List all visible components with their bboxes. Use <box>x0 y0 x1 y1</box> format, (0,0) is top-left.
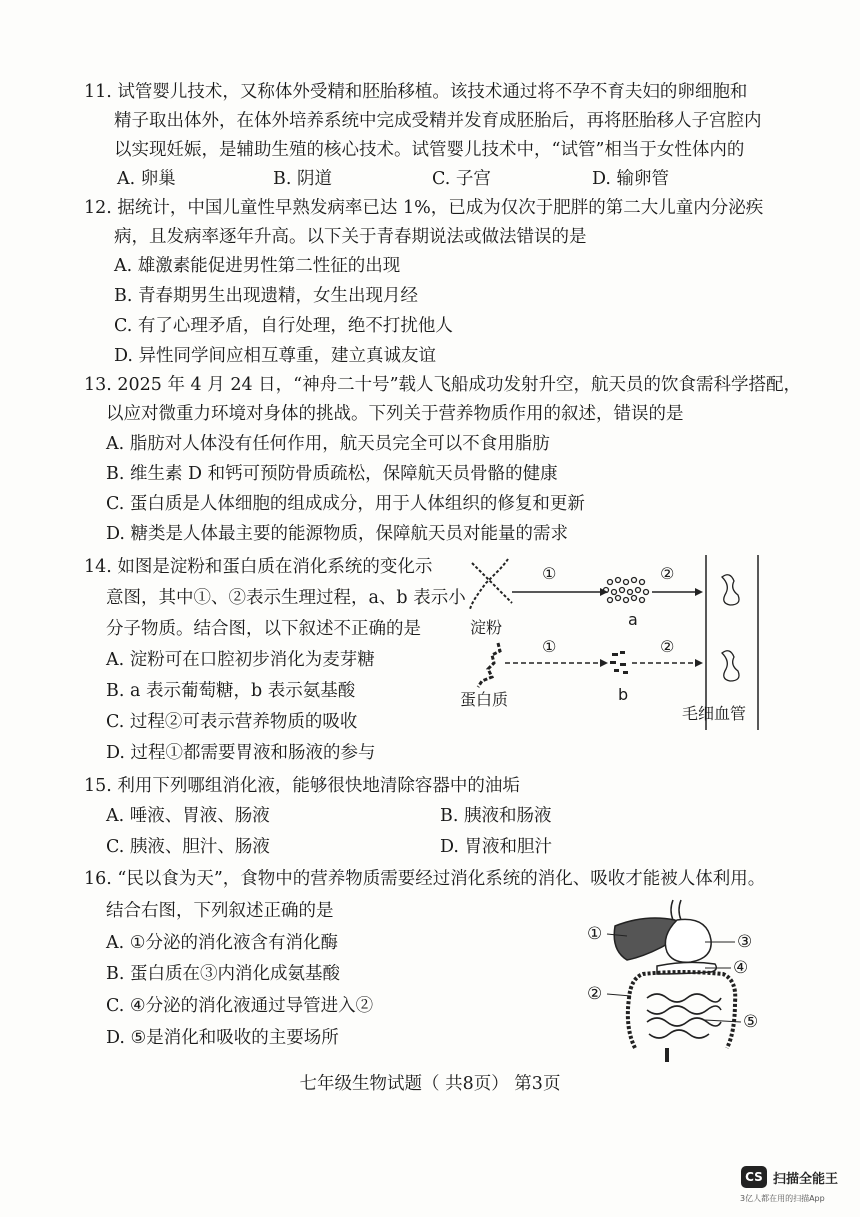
large-intestine-icon <box>628 972 735 1048</box>
label-step2-top: ② <box>660 564 675 583</box>
q13-option-b: B. 维生素 D 和钙可预防骨质疏松，保障航天员骨骼的健康 <box>106 464 558 484</box>
digestion-diagram <box>460 555 790 730</box>
protein-label: 蛋白质 <box>460 690 509 709</box>
scanner-tagline: 3亿人都在用的扫描App <box>740 1194 825 1203</box>
blood-cell-icon-1 <box>722 575 739 605</box>
amino-acids-icon <box>610 651 628 674</box>
organ-label-2: ② <box>587 984 603 1004</box>
q13-line-1: 13. 2025 年 4 月 24 日，“神舟二十号”载人飞船成功发射升空，航天员的饮食需科学搭配， <box>84 375 802 395</box>
label-step2-bottom: ② <box>660 637 675 656</box>
q13-option-c: C. 蛋白质是人体细胞的组成成分，用于人体组织的修复和更新 <box>106 494 585 514</box>
capillary-label: 毛细血管 <box>682 704 747 723</box>
q13-line-2: 以应对微重力环境对身体的挑战。下列关于营养物质作用的叙述，错误的是 <box>106 404 684 424</box>
protein-chain-icon <box>478 643 500 687</box>
q13-option-d: D. 糖类是人体最主要的能源物质，保障航天员对能量的需求 <box>106 524 569 544</box>
q11-line-2: 精子取出体外，在体外培养系统中完成受精并发育成胚胎后，再将胚胎移人子宫腔内 <box>114 111 762 131</box>
q11-line-3: 以实现妊娠，是辅助生殖的核心技术。试管婴儿技术中，“试管”相当于女性体内的 <box>114 140 745 160</box>
q12-option-b: B. 青春期男生出现遗精，女生出现月经 <box>114 286 418 306</box>
stomach-icon <box>665 919 711 962</box>
label-step1-top: ① <box>542 564 557 583</box>
organ-label-5: ⑤ <box>743 1012 759 1032</box>
label-a: a <box>628 610 638 629</box>
digestive-system-svg <box>585 898 775 1063</box>
starch-label: 淀粉 <box>470 618 503 637</box>
q11-option-c: C. 子宫 <box>432 169 491 189</box>
q14-line-1: 14. 如图是淀粉和蛋白质在消化系统的变化示 <box>84 557 433 577</box>
q15-line-1: 15. 利用下列哪组消化液，能够很快地清除容器中的油垢 <box>84 776 520 796</box>
label-step1-bottom: ① <box>542 637 557 656</box>
starch-chain-icon <box>470 559 512 609</box>
organ-label-1: ① <box>587 924 603 944</box>
q14-option-b: B. a 表示葡萄糖，b 表示氨基酸 <box>106 681 356 701</box>
q15-option-b: B. 胰液和肠液 <box>440 806 552 826</box>
glucose-molecules-icon <box>604 578 649 603</box>
blood-cell-icon-2 <box>722 651 739 681</box>
scanner-badge: CS <box>741 1166 767 1188</box>
q12-option-c: C. 有了心理矛盾，自行处理，绝不打扰他人 <box>114 316 453 336</box>
q16-option-c: C. ④分泌的消化液通过导管进入② <box>106 996 374 1016</box>
label-b: b <box>618 685 629 704</box>
organ-label-4: ④ <box>733 958 749 978</box>
q12-option-d: D. 异性同学间应相互尊重，建立真诚友谊 <box>114 346 437 366</box>
q14-line-3: 分子物质。结合图，以下叙述不正确的是 <box>106 619 421 639</box>
q12-option-a: A. 雄激素能促进男性第二性征的出现 <box>114 256 401 276</box>
q16-option-b: B. 蛋白质在③内消化成氨基酸 <box>106 964 340 984</box>
q16-line-2: 结合右图，下列叙述正确的是 <box>106 901 334 921</box>
q16-option-d: D. ⑤是消化和吸收的主要场所 <box>106 1028 339 1048</box>
q11-option-d: D. 输卵管 <box>592 169 670 189</box>
q13-option-a: A. 脂肪对人体没有任何作用，航天员完全可以不食用脂肪 <box>106 434 550 454</box>
q11-option-a: A. 卵巢 <box>117 169 176 189</box>
q11-line-1: 11. 试管婴儿技术，又称体外受精和胚胎移植。该技术通过将不孕不育夫妇的卵细胞和 <box>84 82 748 102</box>
q14-option-a: A. 淀粉可在口腔初步消化为麦芽糖 <box>106 650 375 670</box>
small-intestine-icon <box>647 994 721 1038</box>
scanner-logo <box>741 1166 838 1188</box>
q16-line-1: 16. “民以食为天”，食物中的营养物质需要经过消化系统的消化、吸收才能被人体利用。 <box>84 869 766 889</box>
q12-line-1: 12. 据统计，中国儿童性早熟发病率已达 1%，已成为仅次于肥胖的第二大儿童内分泌疾 <box>84 198 764 218</box>
q11-option-b: B. 阴道 <box>273 169 332 189</box>
q15-option-c: C. 胰液、胆汁、肠液 <box>106 837 270 857</box>
q14-option-d: D. 过程①都需要胃液和肠液的参与 <box>106 743 376 763</box>
q15-option-d: D. 胃液和胆汁 <box>440 837 553 857</box>
digestive-system-diagram <box>585 898 775 1063</box>
scanner-name: 扫描全能王 <box>773 1171 839 1187</box>
q14-line-2: 意图，其中①、②表示生理过程，a、b 表示小 <box>106 588 466 608</box>
q12-line-2: 病，且发病率逐年升高。以下关于青春期说法或做法错误的是 <box>114 227 587 247</box>
organ-label-3: ③ <box>737 932 753 952</box>
page-footer: 七年级生物试题（ 共8页） 第3页 <box>299 1074 561 1094</box>
q15-option-a: A. 唾液、胃液、肠液 <box>106 806 270 826</box>
q16-option-a: A. ①分泌的消化液含有消化酶 <box>106 933 338 953</box>
q14-option-c: C. 过程②可表示营养物质的吸收 <box>106 712 358 732</box>
